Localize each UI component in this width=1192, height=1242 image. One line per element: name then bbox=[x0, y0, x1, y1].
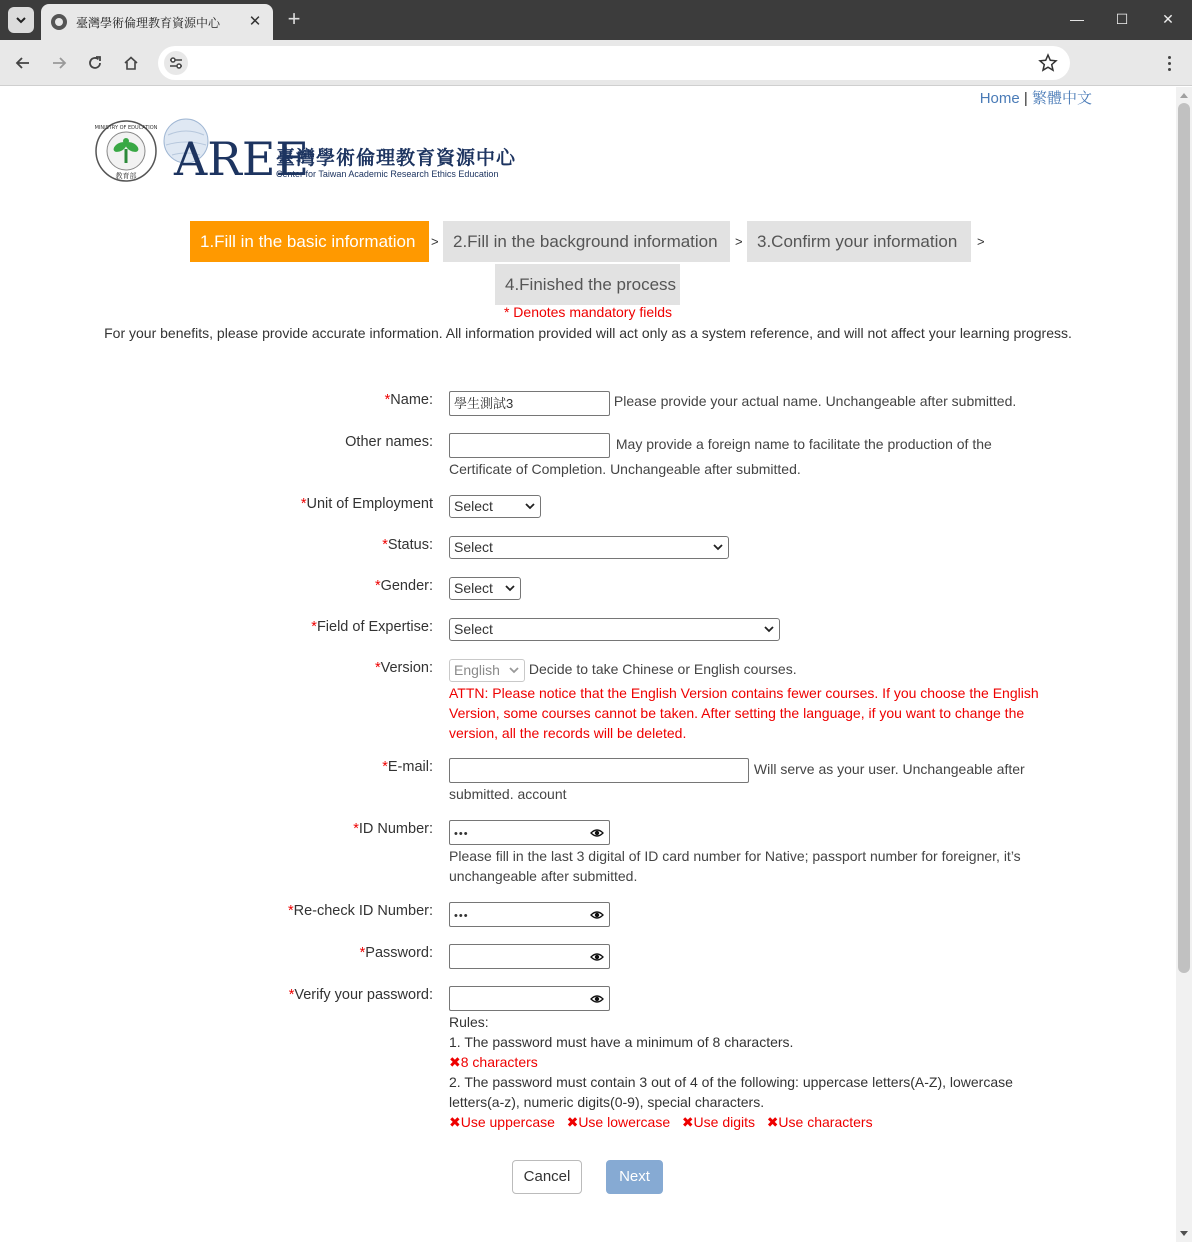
status-select[interactable]: Select bbox=[449, 536, 729, 559]
chevron-down-icon bbox=[764, 624, 774, 634]
unit-label: *Unit of Employment bbox=[300, 496, 433, 512]
password-rules bbox=[449, 1012, 1069, 1132]
page-scrollbar[interactable] bbox=[1176, 87, 1192, 1242]
svg-text:AREE: AREE bbox=[174, 132, 310, 186]
maximize-button[interactable]: ☐ bbox=[1115, 11, 1129, 27]
rule-1-check: ✖8 characters bbox=[449, 1054, 538, 1070]
chevron-down-icon bbox=[713, 542, 723, 552]
step-3-confirm-info: 3.Confirm your information bbox=[747, 221, 971, 262]
link-separator: | bbox=[1023, 90, 1028, 107]
chevron-down-icon bbox=[525, 501, 535, 511]
version-help: Decide to take Chinese or English courses. bbox=[528, 661, 797, 677]
password-input[interactable] bbox=[449, 944, 610, 969]
unit-select[interactable]: Select bbox=[449, 495, 541, 518]
version-label: *Version: bbox=[374, 660, 433, 676]
browser-tabstrip bbox=[0, 0, 1192, 40]
email-input[interactable] bbox=[449, 758, 749, 783]
version-select[interactable]: English bbox=[449, 659, 525, 682]
password-label: *Password: bbox=[359, 945, 433, 961]
expertise-select[interactable]: Select bbox=[449, 618, 780, 641]
check-lowercase: Use lowercase bbox=[578, 1114, 671, 1130]
aree-brand-text bbox=[174, 125, 310, 186]
address-bar[interactable] bbox=[158, 46, 1070, 80]
id-number-label: *ID Number: bbox=[353, 821, 433, 837]
rule-2-checks bbox=[449, 1112, 1069, 1132]
step-separator: > bbox=[735, 234, 743, 249]
step-separator: > bbox=[431, 234, 439, 249]
scroll-up-arrow-icon[interactable] bbox=[1180, 93, 1188, 98]
expertise-label: *Field of Expertise: bbox=[311, 619, 433, 635]
recheck-id-label: *Re-check ID Number: bbox=[287, 903, 433, 919]
home-button[interactable] bbox=[119, 51, 143, 75]
eye-icon[interactable] bbox=[590, 994, 604, 1004]
gender-label: *Gender: bbox=[374, 578, 433, 594]
ministry-zh-text: 教育部 bbox=[115, 172, 137, 180]
step-2-background-info: 2.Fill in the background information bbox=[443, 221, 730, 262]
name-label: *Name: bbox=[384, 392, 433, 408]
name-input[interactable]: 學生測試3 bbox=[449, 391, 610, 416]
step-1-basic-info: 1.Fill in the basic information bbox=[190, 221, 429, 262]
email-help: Will serve as your user. Unchangeable after submitted. account bbox=[449, 761, 1025, 802]
home-link[interactable]: Home bbox=[979, 90, 1020, 107]
verify-password-input[interactable] bbox=[449, 986, 610, 1011]
chevron-down-icon bbox=[509, 665, 519, 675]
status-label: *Status: bbox=[382, 537, 433, 553]
language-link[interactable]: 繁體中文 bbox=[1031, 90, 1092, 107]
logo-title-zh: 臺灣學術倫理教育資源中心 bbox=[276, 148, 517, 169]
bookmark-star-icon[interactable] bbox=[1038, 53, 1058, 73]
id-number-help: Please fill in the last 3 digital of ID card number for Native; passport number for foreigner, it’s unchangeable after submitted. bbox=[449, 848, 1021, 884]
step-4-finished: 4.Finished the process bbox=[495, 264, 680, 305]
forward-arrow-icon bbox=[51, 55, 67, 71]
ministry-emblem-icon bbox=[94, 119, 158, 183]
browser-tab[interactable] bbox=[41, 4, 273, 40]
step-separator: > bbox=[977, 234, 985, 249]
other-names-help: May provide a foreign name to facilitate the production of the Certificate of Completion. Unchangeable after submitted. bbox=[449, 436, 992, 477]
rules-title: Rules: bbox=[449, 1014, 489, 1030]
forward-button[interactable] bbox=[47, 51, 71, 75]
reload-icon bbox=[87, 55, 103, 71]
site-logo[interactable] bbox=[94, 115, 524, 187]
tab-title: 臺灣學術倫理教育資源中心 bbox=[76, 15, 221, 30]
top-links bbox=[980, 87, 1092, 108]
globe-icon bbox=[51, 14, 67, 30]
eye-icon[interactable] bbox=[590, 910, 604, 920]
eye-icon[interactable] bbox=[590, 952, 604, 962]
other-names-label: Other names: bbox=[345, 434, 433, 450]
logo-title-en: Center for Taiwan Academic Research Ethics Education bbox=[276, 169, 499, 179]
verify-password-label: *Verify your password: bbox=[288, 987, 433, 1003]
new-tab-button[interactable]: + bbox=[287, 6, 301, 31]
fail-x-icon: ✖ bbox=[449, 1054, 461, 1070]
tab-search-button[interactable] bbox=[8, 7, 34, 33]
rule-2: 2. The password must contain 3 out of 4 of the following: uppercase letters(A-Z), lowercase letters(a-z), numeric digits(0-9), special characters. bbox=[449, 1074, 1013, 1110]
close-window-button[interactable]: ✕ bbox=[1162, 11, 1174, 27]
chevron-down-icon bbox=[15, 14, 27, 26]
scrollbar-thumb[interactable] bbox=[1178, 103, 1190, 973]
rule-1: 1. The password must have a minimum of 8 characters. bbox=[449, 1034, 794, 1050]
fail-x-icon: ✖ bbox=[681, 1114, 694, 1130]
fail-x-icon: ✖ bbox=[449, 1114, 461, 1130]
email-label: *E-mail: bbox=[382, 759, 433, 775]
check-uppercase: Use uppercase bbox=[460, 1114, 555, 1130]
minimize-button[interactable]: — bbox=[1070, 11, 1084, 27]
recheck-id-input[interactable]: ••• bbox=[449, 902, 610, 927]
browser-toolbar bbox=[0, 40, 1192, 86]
chevron-down-icon bbox=[505, 583, 515, 593]
mandatory-note: * Denotes mandatory fields bbox=[503, 304, 673, 320]
back-arrow-icon bbox=[15, 55, 31, 71]
home-icon bbox=[123, 55, 139, 71]
fail-x-icon: ✖ bbox=[766, 1114, 779, 1130]
intro-text: For your benefits, please provide accurate information. All information provided will act only as a system reference, and will not affect your learning progress. bbox=[104, 325, 1072, 341]
browser-menu-icon[interactable] bbox=[1158, 51, 1180, 75]
fail-x-icon: ✖ bbox=[566, 1114, 579, 1130]
back-button[interactable] bbox=[11, 51, 35, 75]
version-warning: ATTN: Please notice that the English Version contains fewer courses. If you choose the English Version, some courses cannot be taken. After setting the language, if you want to change the version, all the records will be deleted. bbox=[449, 685, 1039, 741]
page-viewport bbox=[0, 87, 1176, 1242]
check-digits: Use digits bbox=[693, 1114, 756, 1130]
scroll-down-arrow-icon[interactable] bbox=[1180, 1231, 1188, 1236]
cancel-button[interactable]: Cancel bbox=[512, 1160, 582, 1194]
eye-icon[interactable] bbox=[590, 828, 604, 838]
tune-icon bbox=[169, 56, 183, 70]
name-help: Please provide your actual name. Unchangeable after submitted. bbox=[613, 393, 1017, 409]
next-button[interactable]: Next bbox=[606, 1160, 663, 1194]
check-characters: Use characters bbox=[778, 1114, 873, 1130]
close-tab-icon[interactable]: ✕ bbox=[248, 13, 262, 30]
id-number-input[interactable]: ••• bbox=[449, 820, 610, 845]
gender-select[interactable]: Select bbox=[449, 577, 521, 600]
reload-button[interactable] bbox=[83, 51, 107, 75]
site-info-button[interactable] bbox=[164, 51, 188, 75]
other-names-input[interactable] bbox=[449, 433, 610, 458]
ministry-text: MINISTRY OF EDUCATION bbox=[94, 125, 158, 131]
